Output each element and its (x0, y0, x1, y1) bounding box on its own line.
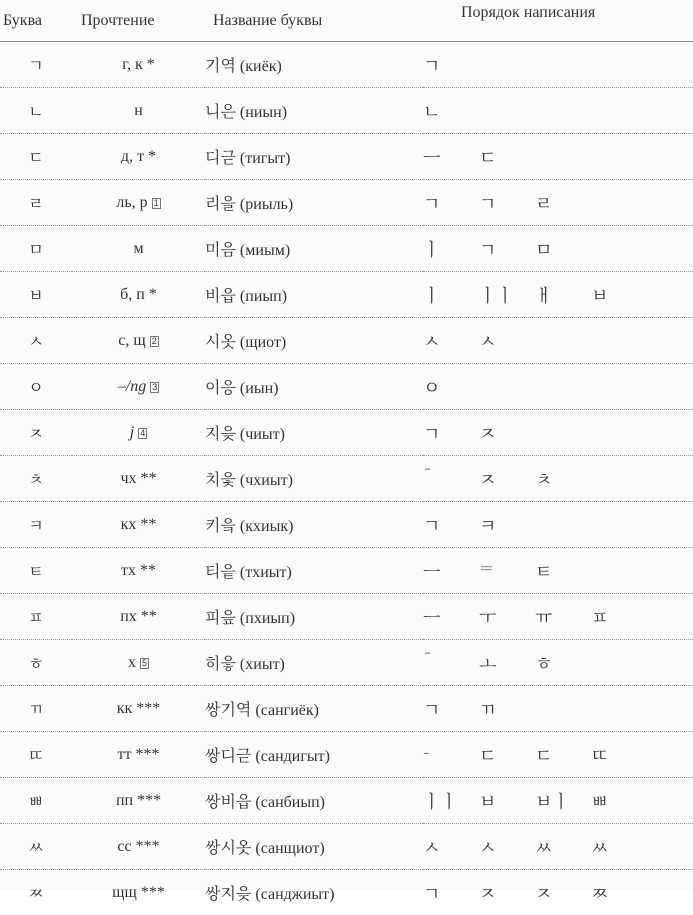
reading-text: н (134, 102, 143, 119)
reading-cell (72, 870, 205, 915)
table-row (0, 870, 693, 915)
header-row (0, 0, 693, 42)
reading-text: тх ** (121, 562, 156, 579)
stroke-order-cell (423, 134, 693, 180)
consonant-letter: ㅃ (0, 778, 72, 824)
stroke-step: = (479, 558, 535, 584)
stroke-step: ㄹ (535, 190, 591, 216)
letter-name-russian: (чиыт) (240, 426, 285, 443)
table-row (0, 42, 693, 88)
letter-name-hangul: 니은 (205, 102, 236, 121)
letter-name-russian: (кхиык) (240, 518, 294, 535)
letter-name-hangul: 기역 (205, 56, 236, 75)
stroke-step: ㅅ (479, 328, 535, 354)
stroke-step: ㄱ (423, 512, 479, 538)
letter-name-russian: (ниын) (240, 104, 287, 121)
letter-name-cell (205, 778, 423, 824)
reading-text: пп *** (116, 792, 161, 809)
letter-name-hangul: 쌍지읒 (205, 884, 251, 903)
letter-name-cell (205, 594, 423, 640)
reading-text: кх ** (121, 516, 157, 533)
letter-name-hangul: 디귿 (205, 148, 236, 167)
table-row (0, 824, 693, 870)
letter-name-russian: (пхиып) (240, 610, 295, 627)
table-row (0, 226, 693, 272)
reading-cell (72, 732, 205, 778)
stroke-step: ㄱ (479, 236, 535, 262)
reading-cell (72, 640, 205, 686)
letter-name-cell (205, 502, 423, 548)
reading-cell (72, 226, 205, 272)
reading-text: д, т * (121, 148, 156, 165)
stroke-step: ㅌ (535, 558, 591, 584)
stroke-order-cell (423, 456, 693, 502)
letter-name-hangul: 이응 (205, 378, 236, 397)
stroke-step: ㅂ (479, 788, 535, 814)
reading-text: б, п * (120, 286, 157, 303)
consonant-letter: ㅊ (0, 456, 72, 502)
reading-text: тт *** (118, 746, 160, 763)
stroke-step: ㅈ (479, 880, 535, 906)
stroke-step: ㄱ (423, 52, 479, 78)
letter-name-russian: (санджиыт) (255, 886, 334, 903)
reading-text: щщ *** (112, 884, 165, 901)
reading-text: j (130, 424, 134, 441)
letter-name-russian: (риыль) (240, 196, 293, 213)
stroke-step: ㄱ (423, 880, 479, 906)
reading-text: м (133, 240, 143, 257)
consonant-letter: ㅈ (0, 410, 72, 456)
reading-text: г, к * (122, 56, 155, 73)
stroke-step: ㅣㅣ (479, 282, 535, 308)
table-row (0, 364, 693, 410)
reading-cell (72, 180, 205, 226)
header-reading: Прочтение (72, 0, 205, 42)
reading-cell (72, 364, 205, 410)
table-row (0, 778, 693, 824)
reading-text: с, щ (118, 332, 145, 349)
reading-text: кк *** (117, 700, 161, 717)
consonant-letter: ㅂ (0, 272, 72, 318)
letter-name-russian: (чхиыт) (240, 472, 293, 489)
reading-cell (72, 686, 205, 732)
reading-cell (72, 778, 205, 824)
consonant-letter: ㅍ (0, 594, 72, 640)
table-row (0, 88, 693, 134)
table-row (0, 134, 693, 180)
letter-name-hangul: 치읓 (205, 470, 236, 489)
stroke-step: ㅣ (423, 236, 479, 262)
stroke-step: ㄱ (423, 190, 479, 216)
table-row (0, 272, 693, 318)
stroke-step: ㅂㅣ (535, 788, 591, 814)
footnote-marker: 4 (138, 428, 147, 439)
consonant-letter: ㅎ (0, 640, 72, 686)
reading-text: чх ** (120, 470, 156, 487)
letter-name-hangul: 쌍시옷 (205, 838, 251, 857)
stroke-step: ㅋ (479, 512, 535, 538)
table-body (0, 42, 693, 915)
consonant-letter: ㅌ (0, 548, 72, 594)
reading-text: ль, р (116, 194, 147, 211)
footnote-marker: 2 (150, 336, 159, 347)
stroke-step: ㄱ (423, 420, 479, 446)
reading-cell (72, 134, 205, 180)
letter-name-hangul: 쌍비읍 (205, 792, 251, 811)
letter-name-russian: (тигыт) (240, 150, 291, 167)
stroke-step: ㅃ (591, 788, 647, 814)
table-row (0, 686, 693, 732)
consonant-letter: ㄲ (0, 686, 72, 732)
stroke-step: ㅜ (479, 604, 535, 630)
letter-name-cell (205, 272, 423, 318)
table-row (0, 594, 693, 640)
letter-name-cell (205, 456, 423, 502)
reading-cell (72, 318, 205, 364)
letter-name-hangul: 리을 (205, 194, 236, 213)
letter-name-russian: (сангиёк) (255, 702, 319, 719)
stroke-step: ㅁ (535, 236, 591, 262)
stroke-step: ㅈ (479, 420, 535, 446)
reading-cell (72, 824, 205, 870)
stroke-step: ㅈ (535, 880, 591, 906)
reading-cell (72, 88, 205, 134)
stroke-order-cell (423, 640, 693, 686)
reading-cell (72, 42, 205, 88)
stroke-step: ㅉ (591, 880, 647, 906)
header-letter: Буква (0, 0, 72, 42)
letter-name-hangul: 티읕 (205, 562, 236, 581)
stroke-order-cell (423, 180, 693, 226)
consonant-letter: ㅋ (0, 502, 72, 548)
stroke-order-cell (423, 870, 693, 915)
reading-cell (72, 456, 205, 502)
reading-text: сс *** (117, 838, 159, 855)
header-name: Название буквы (205, 0, 423, 42)
stroke-step: ㅣㅣ (423, 788, 479, 814)
stroke-order-cell (423, 548, 693, 594)
consonant-letter: ㄹ (0, 180, 72, 226)
footnote-marker: 5 (140, 658, 149, 669)
table-row (0, 410, 693, 456)
stroke-step: ㅣ (423, 282, 479, 308)
consonant-letter: ㅁ (0, 226, 72, 272)
letter-name-hangul: 피읖 (205, 608, 236, 627)
letter-name-cell (205, 226, 423, 272)
letter-name-hangul: 시옷 (205, 332, 236, 351)
stroke-step: ㅅ (479, 834, 535, 860)
stroke-step: ㅐ (535, 282, 591, 308)
stroke-step: ㅗ (479, 650, 535, 676)
letter-name-hangul: 비읍 (205, 286, 236, 305)
letter-name-russian: (тхиыт) (240, 564, 292, 581)
letter-name-cell (205, 824, 423, 870)
letter-name-russian: (санбиып) (255, 794, 325, 811)
letter-name-cell (205, 870, 423, 915)
letter-name-cell (205, 410, 423, 456)
stroke-step: - (423, 742, 479, 768)
letter-name-hangul: 미음 (205, 240, 236, 259)
stroke-order-cell (423, 502, 693, 548)
stroke-step: ㅅ (423, 834, 479, 860)
letter-name-russian: (хиыт) (240, 656, 285, 673)
letter-name-hangul: 지읒 (205, 424, 236, 443)
stroke-step: ㅆ (535, 834, 591, 860)
stroke-step: ㄷ (479, 144, 535, 170)
stroke-order-cell (423, 778, 693, 824)
table-row (0, 548, 693, 594)
stroke-order-cell (423, 318, 693, 364)
letter-name-cell (205, 88, 423, 134)
letter-name-cell (205, 686, 423, 732)
stroke-step: ㅆ (591, 834, 647, 860)
reading-text: пх ** (120, 608, 157, 625)
stroke-step: ㄷ (479, 742, 535, 768)
table-row (0, 456, 693, 502)
letter-name-cell (205, 548, 423, 594)
stroke-step: ㅈ (479, 466, 535, 492)
stroke-order-cell (423, 88, 693, 134)
stroke-step: ㅡ (423, 144, 479, 170)
stroke-step: ㄴ (423, 98, 479, 124)
reading-text: –/ng (118, 378, 146, 395)
stroke-step: ㅡ (423, 604, 479, 630)
letter-name-russian: (киёк) (240, 58, 282, 75)
reading-cell (72, 594, 205, 640)
footnote-marker: 3 (150, 382, 159, 393)
reading-cell (72, 272, 205, 318)
header-stroke-order: Порядок написания (423, 0, 693, 42)
consonant-letter: ㅆ (0, 824, 72, 870)
stroke-step: ㅅ (423, 328, 479, 354)
letter-name-cell (205, 640, 423, 686)
letter-name-russian: (миым) (240, 242, 290, 259)
letter-name-cell (205, 364, 423, 410)
stroke-order-cell (423, 686, 693, 732)
letter-name-cell (205, 318, 423, 364)
consonant-letter: ㅅ (0, 318, 72, 364)
reading-cell (72, 548, 205, 594)
stroke-step: ㅇ (423, 374, 479, 400)
letter-name-russian: (пиып) (240, 288, 287, 305)
letter-name-russian: (санщиот) (255, 840, 324, 857)
table-row (0, 318, 693, 364)
letter-name-hangul: 쌍디귿 (205, 746, 251, 765)
stroke-step: ㅎ (535, 650, 591, 676)
table-row (0, 502, 693, 548)
stroke-order-cell (423, 824, 693, 870)
reading-cell (72, 410, 205, 456)
stroke-order-cell (423, 594, 693, 640)
reading-text: х (128, 654, 136, 671)
letter-name-russian: (иын) (240, 380, 279, 397)
stroke-order-cell (423, 410, 693, 456)
consonant-letter: ㄱ (0, 42, 72, 88)
footnote-marker: 1 (152, 198, 161, 209)
stroke-step: ㅍ (591, 604, 647, 630)
letter-name-hangul: 쌍기역 (205, 700, 251, 719)
stroke-order-cell (423, 364, 693, 410)
consonant-letter: ㅇ (0, 364, 72, 410)
stroke-step: ˉ (423, 466, 479, 492)
consonant-letter: ㄴ (0, 88, 72, 134)
stroke-order-cell (423, 42, 693, 88)
stroke-step: ㄸ (591, 742, 647, 768)
stroke-step: ㅡ (423, 558, 479, 584)
letter-name-cell (205, 42, 423, 88)
letter-name-cell (205, 180, 423, 226)
stroke-order-cell (423, 226, 693, 272)
letter-name-cell (205, 732, 423, 778)
consonant-letter: ㄷ (0, 134, 72, 180)
letter-name-russian: (сандигыт) (255, 748, 330, 765)
letter-name-russian: (щиот) (240, 334, 286, 351)
letter-name-hangul: 히읗 (205, 654, 236, 673)
stroke-step: ㄲ (479, 696, 535, 722)
stroke-step: ㄷ (535, 742, 591, 768)
letter-name-hangul: 키읔 (205, 516, 236, 535)
stroke-order-cell (423, 732, 693, 778)
table-row (0, 640, 693, 686)
stroke-order-cell (423, 272, 693, 318)
table-row (0, 732, 693, 778)
consonant-letter: ㄸ (0, 732, 72, 778)
stroke-step: ㅂ (591, 282, 647, 308)
reading-cell (72, 502, 205, 548)
stroke-step: ㄱ (423, 696, 479, 722)
stroke-step: ㅊ (535, 466, 591, 492)
table-row (0, 180, 693, 226)
stroke-step: ˉ (423, 650, 479, 676)
letter-name-cell (205, 134, 423, 180)
stroke-step: ㅠ (535, 604, 591, 630)
consonant-letter: ㅉ (0, 870, 72, 915)
stroke-step: ㄱ (479, 190, 535, 216)
